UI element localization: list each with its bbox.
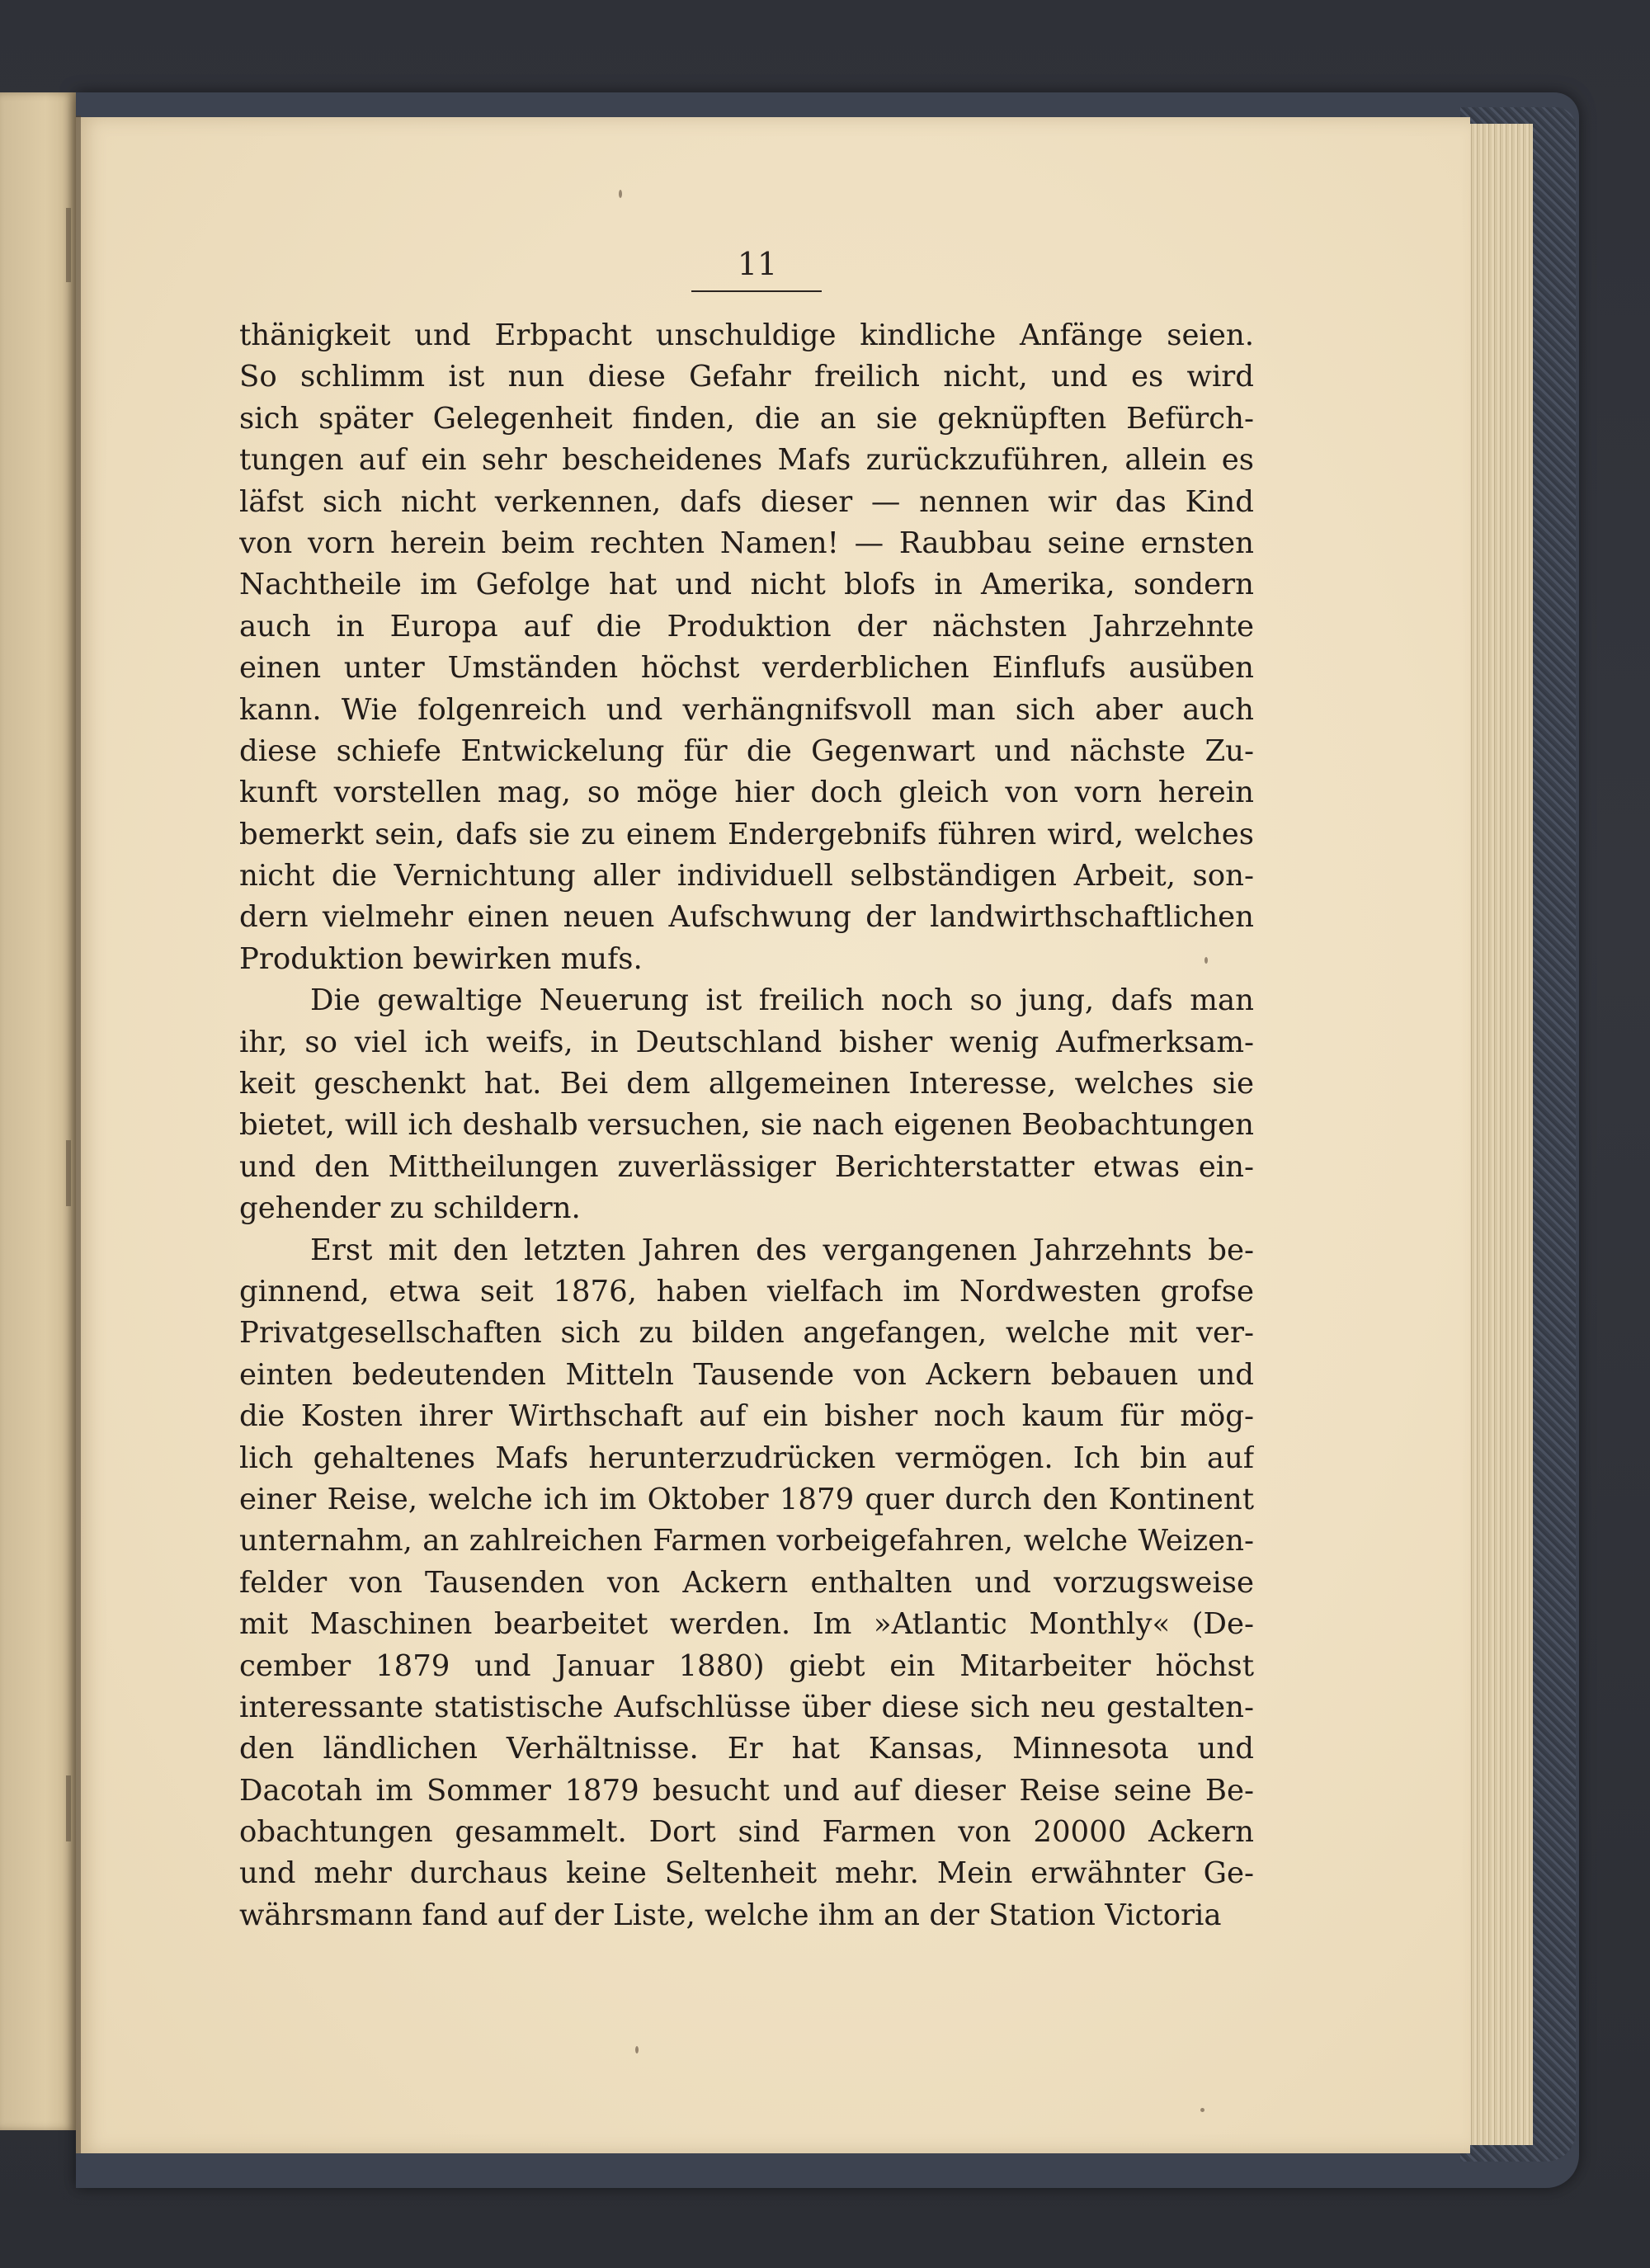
text-line: kann. Wie folgenreich und verhängnifsvoll man sich aber auch xyxy=(239,692,1254,727)
text-line: thänigkeit und Erbpacht unschuldige kindliche Anfänge seien. xyxy=(239,318,1254,352)
text-line: obachtungen gesammelt. Dort sind Farmen von 20000 Ackern xyxy=(239,1815,1254,1850)
text-line: währsmann fand auf der Liste, welche ihm an der Station Victoria xyxy=(239,1898,1222,1932)
text-line: Nachtheile im Gefolge hat und nicht blofs in Amerika, sondern xyxy=(239,568,1254,602)
text-line: gehender zu schildern. xyxy=(239,1191,581,1226)
page-edge-stack xyxy=(1468,124,1533,2145)
page-number-rule xyxy=(691,290,822,292)
paper-speck xyxy=(1200,2108,1204,2112)
text-line: tungen auf ein sehr bescheidenes Mafs zurückzuführen, allein es xyxy=(239,443,1254,478)
text-line: So schlimm ist nun diese Gefahr freilich nicht, und es wird xyxy=(239,360,1254,394)
text-line: Erst mit den letzten Jahren des vergangenen Jahrzehnts be- xyxy=(310,1233,1254,1267)
text-line: Produktion bewirken mufs. xyxy=(239,941,643,976)
text-line: unternahm, an zahlreichen Farmen vorbeigefahren, welche Weizen- xyxy=(239,1524,1254,1558)
facing-page-edge xyxy=(0,92,76,2130)
text-line: dern vielmehr einen neuen Aufschwung der landwirthschaftlichen xyxy=(239,900,1254,935)
text-line: ihr, so viel ich weifs, in Deutschland bisher wenig Aufmerksam- xyxy=(239,1025,1254,1059)
text-line: kunft vorstellen mag, so möge hier doch gleich von vorn herein xyxy=(239,776,1254,810)
text-line: diese schiefe Entwickelung für die Gegenwart und nächste Zu- xyxy=(239,733,1254,768)
text-line: nicht die Vernichtung aller individuell selbständigen Arbeit, son- xyxy=(239,859,1254,894)
text-line: Die gewaltige Neuerung ist freilich noch so jung, dafs man xyxy=(310,983,1254,1018)
text-line: bemerkt sein, dafs sie zu einem Endergebnifs führen wird, welches xyxy=(239,817,1254,851)
text-line: ginnend, etwa seit 1876, haben vielfach im Nordwesten grofse xyxy=(239,1274,1254,1308)
text-line: keit geschenkt hat. Bei dem allgemeinen Interesse, welches sie xyxy=(239,1067,1254,1101)
left-page-mark xyxy=(66,1775,71,1841)
paper-speck xyxy=(635,2046,639,2053)
text-line: Dacotah im Sommer 1879 besucht und auf dieser Reise seine Be- xyxy=(239,1773,1254,1808)
text-line: und den Mittheilungen zuverlässiger Berichterstatter etwas ein- xyxy=(239,1149,1254,1184)
text-line: einten bedeutenden Mitteln Tausende von Ackern bebauen und xyxy=(239,1357,1254,1392)
text-line: den ländlichen Verhältnisse. Er hat Kansas, Minnesota und xyxy=(239,1732,1254,1766)
paper-speck xyxy=(619,190,622,198)
text-line: einen unter Umständen höchst verderblichen Einflufs ausüben xyxy=(239,651,1254,686)
text-line: die Kosten ihrer Wirthschaft auf ein bisher noch kaum für mög- xyxy=(239,1399,1254,1434)
text-line: mit Maschinen bearbeitet werden. Im »Atlantic Monthly« (De- xyxy=(239,1607,1254,1642)
text-line: felder von Tausenden von Ackern enthalten und vorzugsweise xyxy=(239,1565,1254,1600)
text-line: sich später Gelegenheit finden, die an sie geknüpften Befürch- xyxy=(239,401,1254,436)
left-page-mark xyxy=(66,208,71,282)
text-line: auch in Europa auf die Produktion der nächsten Jahrzehnte xyxy=(239,609,1254,644)
text-line: lich gehaltenes Mafs herunterzudrücken vermögen. Ich bin auf xyxy=(239,1440,1254,1475)
text-line: bietet, will ich deshalb versuchen, sie nach eigenen Beobachtungen xyxy=(239,1108,1254,1143)
text-line: Privatgesellschaften sich zu bilden angefangen, welche mit ver- xyxy=(239,1316,1254,1351)
body-text xyxy=(239,315,1254,1936)
text-line: cember 1879 und Januar 1880) giebt ein Mitarbeiter höchst xyxy=(239,1648,1254,1683)
page-number: 11 xyxy=(737,246,778,282)
paper-speck xyxy=(1204,957,1208,964)
text-line: läfst sich nicht verkennen, dafs dieser — nennen wir das Kind xyxy=(239,484,1254,519)
text-line: einer Reise, welche ich im Oktober 1879 quer durch den Kontinent xyxy=(239,1482,1254,1516)
left-page-mark xyxy=(66,1140,71,1206)
page-gutter xyxy=(76,116,81,2153)
text-line: und mehr durchaus keine Seltenheit mehr. Mein erwähnter Ge- xyxy=(239,1856,1254,1891)
text-line: von vorn herein beim rechten Namen! — Raubbau seine ernsten xyxy=(239,526,1254,560)
text-line: interessante statistische Aufschlüsse über diese sich neu gestalten- xyxy=(239,1690,1254,1724)
